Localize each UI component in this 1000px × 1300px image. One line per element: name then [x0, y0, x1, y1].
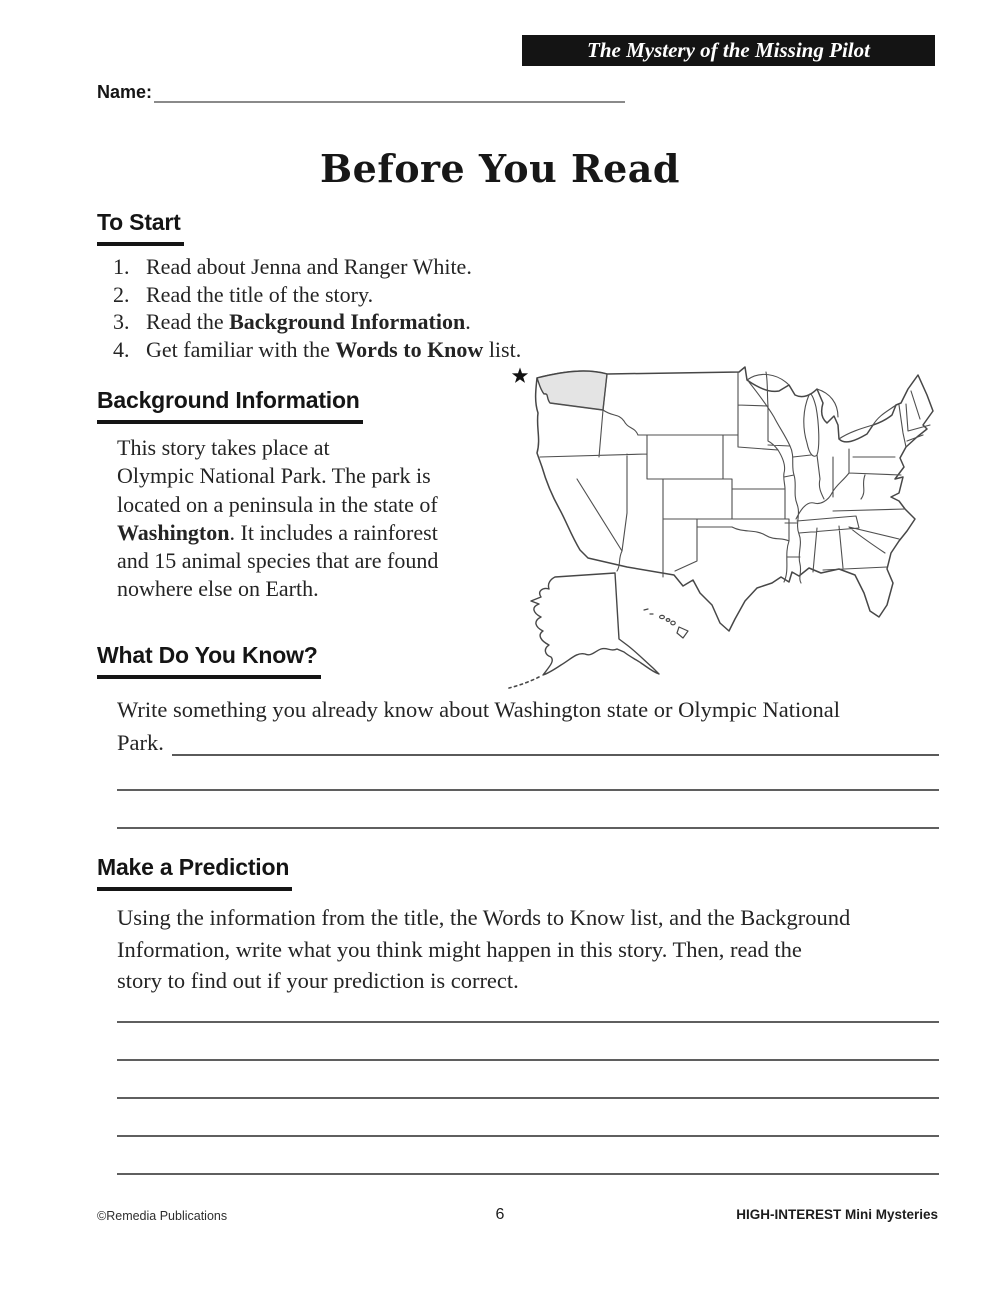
- page-title: Before You Read: [320, 146, 680, 191]
- story-title-banner: [522, 35, 935, 66]
- writing-line: [117, 1173, 939, 1175]
- background-information-paragraph: [117, 434, 438, 604]
- paragraph-line: Olympic National Park. The park is: [117, 463, 431, 489]
- story-title: The Mystery of the Missing Pilot: [587, 38, 870, 62]
- name-field-row: [97, 82, 625, 103]
- paragraph-line: and 15 animal species that are found: [117, 548, 439, 574]
- list-number: 4.: [113, 336, 130, 362]
- list-text: Read about Jenna and Ranger White.: [146, 254, 472, 279]
- hawaii: [644, 609, 688, 638]
- paragraph-line: This story takes place at: [117, 435, 330, 460]
- star-marker-icon: [512, 368, 528, 383]
- to-start-list: [113, 253, 521, 363]
- prompt-text: Park.: [117, 730, 164, 755]
- list-text: Read the Background Information.: [146, 309, 471, 334]
- series-title: HIGH-INTEREST Mini Mysteries: [736, 1207, 938, 1222]
- list-item: [113, 281, 521, 309]
- list-number: 2.: [113, 281, 130, 307]
- paragraph-line: Information, write what you think might happen in this story. Then, read the: [117, 936, 802, 962]
- list-item: [113, 336, 521, 364]
- name-label: Name:: [97, 82, 153, 102]
- list-number: 3.: [113, 309, 130, 334]
- writing-line: [117, 1059, 939, 1061]
- writing-line: [172, 732, 939, 756]
- list-text: Get familiar with the Words to Know list.: [146, 336, 522, 362]
- name-blank-line: [154, 83, 625, 103]
- list-item: [113, 253, 521, 281]
- paragraph-line: Washington. It includes a rainforest: [117, 519, 438, 545]
- page-number: 6: [495, 1206, 505, 1223]
- paragraph-line: story to find out if your prediction is correct.: [117, 968, 519, 993]
- paragraph-line: located on a peninsula in the state of: [117, 491, 438, 517]
- paragraph-line: Using the information from the title, the Words to Know list, and the Background: [117, 905, 851, 930]
- us-map: [487, 361, 957, 703]
- what-do-you-know-heading: What Do You Know?: [97, 642, 321, 679]
- background-information-heading: Background Information: [97, 387, 363, 424]
- writing-line: [117, 1135, 939, 1137]
- writing-line: [117, 789, 939, 791]
- writing-line: [117, 1021, 939, 1023]
- list-text: Read the title of the story.: [146, 281, 374, 307]
- list-number: 1.: [113, 254, 130, 279]
- copyright-text: ©Remedia Publications: [97, 1209, 228, 1223]
- what-do-you-know-prompt-end: [117, 730, 939, 756]
- make-a-prediction-heading: Make a Prediction: [97, 854, 292, 891]
- writing-line: [117, 1097, 939, 1099]
- alaska: [531, 573, 659, 675]
- aleutian-islands: [509, 677, 539, 688]
- list-item: [113, 308, 521, 336]
- paragraph-line: nowhere else on Earth.: [117, 576, 319, 602]
- what-do-you-know-prompt: Write something you already know about Washington state or Olympic National: [117, 697, 840, 722]
- writing-line: [117, 827, 939, 829]
- make-a-prediction-paragraph: [117, 902, 850, 997]
- to-start-heading: To Start: [97, 209, 184, 246]
